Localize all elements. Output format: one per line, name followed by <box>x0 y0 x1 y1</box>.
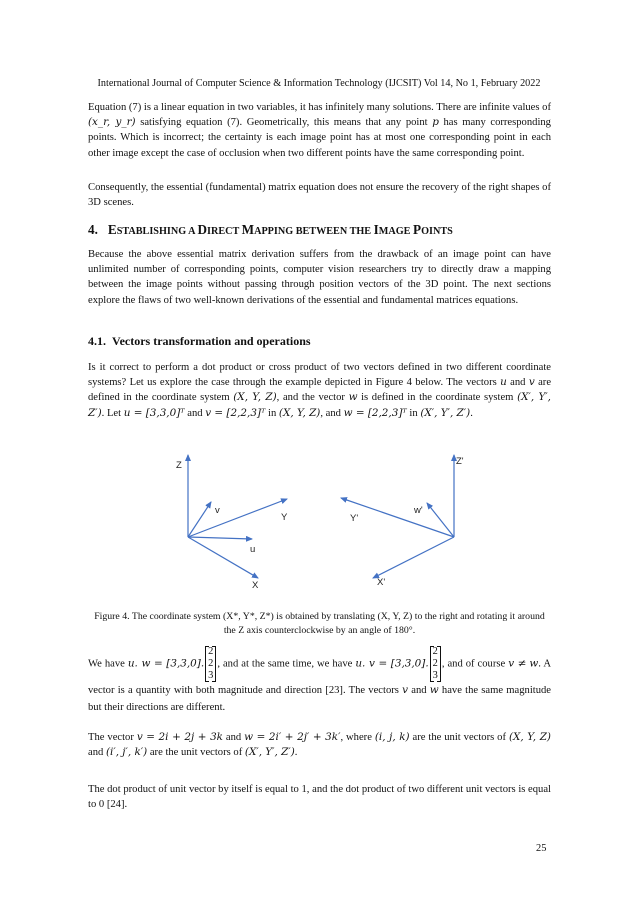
label-y: Y <box>281 512 288 523</box>
paragraph-5: We have u. w = [3,3,0].2 2 3, and at the same time, we have u. v = [3,3,0].2 2 3, and of course v ≠ w. A vector is a quantity with both magnitude and direction [23]. The vectors v and w have the same magnitude but their directions are different. <box>88 646 552 713</box>
left-u-vector <box>188 537 252 539</box>
label-u: u <box>250 544 256 555</box>
page-number: 25 <box>536 843 547 854</box>
label-z: Z <box>176 460 182 471</box>
label-x: X <box>252 580 259 591</box>
column-vector-2: 2 2 3 <box>430 646 441 682</box>
left-coordinate-system <box>188 455 287 578</box>
paragraph-2: Consequently, the essential (fundamental) matrix equation does not ensure the recovery of the right shapes of 3D scenes. <box>88 182 551 209</box>
label-w-prime: w' <box>414 505 423 516</box>
section-4-1-heading: 4.1. Vectors transformation and operations <box>88 334 311 348</box>
section-4-heading: 4. ESTABLISHING A DIRECT MAPPING BETWEEN THE IMAGE POINTS <box>88 222 453 237</box>
label-x-prime: X' <box>377 577 386 588</box>
paragraph-1: Equation (7) is a linear equation in two variables, it has infinitely many solutions. There are infinite values of (x_r, y_r) satisfying equation (7). Geometrically, this means that any point p has many corresponding points. Which is incorrect; the certainty is each image point has at most one corresponding point in each other image except the case of occlusion when two different points have the same corresponding point. <box>88 102 551 159</box>
running-header: International Journal of Computer Science & Information Technology (IJCSIT) Vol 14, No 1, February 2022 <box>97 78 541 89</box>
math-xr-yr: (x_r, y_r) <box>88 116 136 129</box>
right-x-axis <box>373 537 454 578</box>
section-number: 4. <box>88 222 98 237</box>
label-v: v <box>215 505 220 516</box>
math-p: p <box>432 116 439 129</box>
figure-4-coordinate-systems <box>0 440 638 605</box>
label-y-prime: Y' <box>350 513 359 524</box>
left-y-axis <box>188 499 287 537</box>
left-x-axis <box>188 537 258 578</box>
paragraph-6: The vector v = 2i + 2j + 3k and w = 2i′ + 2j′ + 3k′, where (i, j, k) are the unit vectors of (X, Y, Z) and (i′, j′, k′) are the unit vectors of (X′, Y′, Z′). <box>88 731 551 759</box>
paragraph-7: The dot product of unit vector by itself is equal to 1, and the dot product of two different unit vectors is equal to 0 [24]. <box>88 784 551 811</box>
paragraph-4: Is it correct to perform a dot product or cross product of two vectors defined in two different coordinate systems? Let us explore the case through the example depicted in Figure 4 below. The vectors u and v are defined in the coordinate system (X, Y, Z), and the vector w is defined in the coordinate system (X′, Y′, Z′). Let u = [3,3,0]ᵀ and v = [2,2,3]ᵀ in (X, Y, Z), and w = [2,2,3]ᵀ in (X′, Y′, Z′). <box>88 362 552 419</box>
left-v-vector <box>188 502 211 537</box>
paragraph-3: Because the above essential matrix derivation suffers from the drawback of an image point can have unlimited number of corresponding points, computer vision researchers try to directly draw a mapping between the image points without passing through position vectors of the 3D point. The next sections explore the flaws of two well-known derivations of the essential and fundamental matrices equations. <box>88 249 551 306</box>
figure-4-caption: Figure 4. The coordinate system (X*, Y*, Z*) is obtained by translating (X, Y, Z) to the right and rotating it around the Z axis counterclockwise by an angle of 180°. <box>94 611 545 636</box>
column-vector-1: 2 2 3 <box>205 646 216 682</box>
label-z-prime: Z' <box>456 456 464 467</box>
